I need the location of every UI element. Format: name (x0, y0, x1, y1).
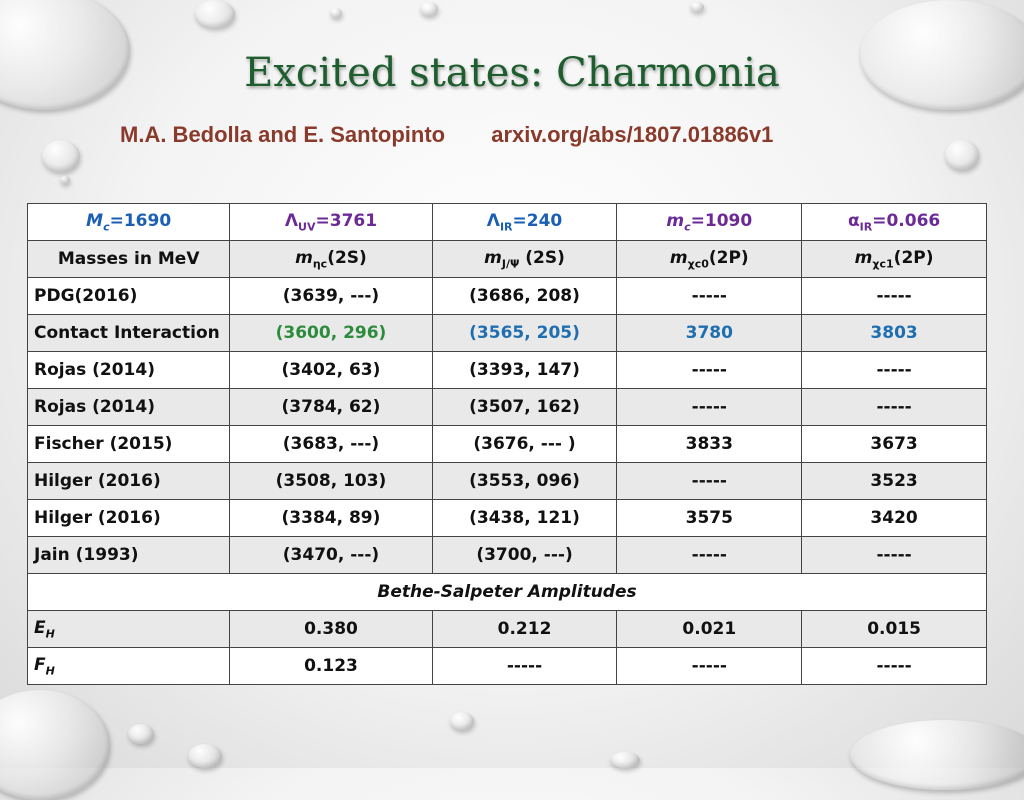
cell-jpsi: (3393, 147) (432, 352, 617, 389)
cell-etac: (3639, ---) (230, 278, 432, 315)
cell-chic0: ----- (617, 537, 802, 574)
row-label: Jain (1993) (28, 537, 230, 574)
slide-title: Excited states: Charmonia (244, 50, 780, 96)
cell-chic1: ----- (802, 648, 987, 685)
water-drop-decoration (42, 140, 80, 172)
header-row (28, 241, 987, 278)
header-chic1: $m_{\chi c1}(2P)$ (802, 241, 987, 278)
header-etac: $m_{\eta c}(2S)$ (230, 241, 432, 278)
cell-jpsi: (3686, 208) (432, 278, 617, 315)
table-row (28, 389, 987, 426)
cell-chic0: 0.021 (617, 611, 802, 648)
water-drop-decoration (610, 752, 640, 768)
row-label: Contact Interaction (28, 315, 230, 352)
cell-jpsi: (3553, 096) (432, 463, 617, 500)
param-mc: $M_c=1690$ (28, 204, 230, 241)
water-drop-decoration (188, 744, 222, 768)
header-label: Masses in MeV (28, 241, 230, 278)
row-label: PDG(2016) (28, 278, 230, 315)
cell-jpsi: 0.212 (432, 611, 617, 648)
cell-etac: (3508, 103) (230, 463, 432, 500)
params-row (28, 204, 987, 241)
cell-chic0: 3575 (617, 500, 802, 537)
cell-etac: (3683, ---) (230, 426, 432, 463)
bs-title-row (28, 574, 987, 611)
param-lambda-uv: $\Lambda_{UV}=3761$ (230, 204, 432, 241)
water-drop-decoration (128, 724, 154, 744)
cell-etac: 0.380 (230, 611, 432, 648)
water-drop-decoration (60, 176, 70, 184)
cell-chic0: ----- (617, 352, 802, 389)
table-row (28, 278, 987, 315)
cell-chic0: ----- (617, 463, 802, 500)
table-row (28, 352, 987, 389)
cell-chic1: 0.015 (802, 611, 987, 648)
cell-chic0: 3780 (617, 315, 802, 352)
header-jpsi: $m_{J/\Psi}$ (2S) (432, 241, 617, 278)
cell-jpsi: (3565, 205) (432, 315, 617, 352)
cell-etac: (3384, 89) (230, 500, 432, 537)
row-label: $F_H$ (28, 648, 230, 685)
water-drop-decoration (330, 8, 342, 18)
bs-section-title: Bethe-Salpeter Amplitudes (28, 574, 987, 611)
charmonia-table (27, 203, 987, 685)
subtitle (120, 122, 773, 148)
water-drop-decoration (945, 140, 979, 170)
cell-chic1: 3673 (802, 426, 987, 463)
cell-chic1: ----- (802, 278, 987, 315)
cell-chic0: ----- (617, 278, 802, 315)
row-label: Rojas (2014) (28, 389, 230, 426)
row-label: Hilger (2016) (28, 463, 230, 500)
authors: M.A. Bedolla and E. Santopinto (120, 122, 446, 147)
cell-chic1: 3420 (802, 500, 987, 537)
cell-jpsi: ----- (432, 648, 617, 685)
cell-jpsi: (3438, 121) (432, 500, 617, 537)
cell-chic0: ----- (617, 648, 802, 685)
water-drop-decoration (0, 690, 110, 800)
table-row (28, 315, 987, 352)
water-drop-decoration (850, 720, 1024, 790)
row-label: $E_H$ (28, 611, 230, 648)
param-lambda-ir: $\Lambda_{IR}=240$ (432, 204, 617, 241)
param-quark-mass: $m_c=1090$ (617, 204, 802, 241)
water-drop-decoration (450, 712, 474, 730)
table-row (28, 463, 987, 500)
cell-etac: 0.123 (230, 648, 432, 685)
cell-chic0: ----- (617, 389, 802, 426)
water-drop-decoration (195, 0, 235, 28)
cell-chic1: ----- (802, 352, 987, 389)
cell-chic1: ----- (802, 389, 987, 426)
row-label: Fischer (2015) (28, 426, 230, 463)
cell-chic1: 3803 (802, 315, 987, 352)
cell-etac: (3784, 62) (230, 389, 432, 426)
water-drop-decoration (690, 2, 704, 12)
table-row (28, 500, 987, 537)
arxiv-link[interactable]: arxiv.org/abs/1807.01886v1 (491, 122, 774, 147)
table-row (28, 611, 987, 648)
table-row (28, 537, 987, 574)
cell-chic0: 3833 (617, 426, 802, 463)
water-drop-decoration (420, 2, 438, 16)
row-label: Hilger (2016) (28, 500, 230, 537)
cell-etac: (3470, ---) (230, 537, 432, 574)
table-row (28, 426, 987, 463)
table-row (28, 648, 987, 685)
cell-etac: (3600, 296) (230, 315, 432, 352)
cell-etac: (3402, 63) (230, 352, 432, 389)
header-chic0: $m_{\chi c0}(2P)$ (617, 241, 802, 278)
cell-chic1: ----- (802, 537, 987, 574)
cell-chic1: 3523 (802, 463, 987, 500)
param-alpha-ir: $\alpha_{IR}=0.066$ (802, 204, 987, 241)
cell-jpsi: (3507, 162) (432, 389, 617, 426)
cell-jpsi: (3700, ---) (432, 537, 617, 574)
cell-jpsi: (3676, --- ) (432, 426, 617, 463)
row-label: Rojas (2014) (28, 352, 230, 389)
